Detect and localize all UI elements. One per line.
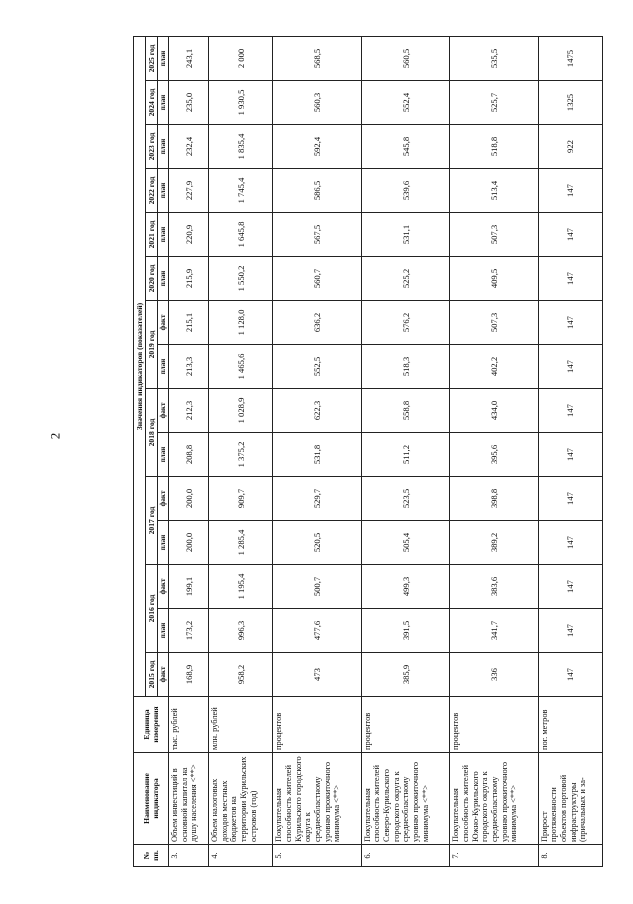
indicator-value: 213,3	[169, 345, 209, 389]
indicator-value: 922	[538, 125, 602, 169]
indicator-name: Объем налоговых доходов местных бюджетов на территории Курильских островов (год)	[209, 753, 273, 845]
indicator-value: 1 195,4	[209, 565, 273, 609]
indicator-name: Покупательная способность жителей Северо-Курильского городского округа к среднеобластному уровню прожиточного минимума <**>	[361, 753, 449, 845]
header-no: № пп.	[134, 845, 169, 867]
indicator-value: 227,9	[169, 169, 209, 213]
indicator-value: 592,4	[273, 125, 361, 169]
header-year: 2025 год	[146, 37, 158, 81]
indicator-value: 168,9	[169, 653, 209, 697]
header-plan: план	[158, 125, 169, 169]
indicator-value: 473	[273, 653, 361, 697]
indicator-value: 545,8	[361, 125, 449, 169]
indicator-value: 1 645,8	[209, 213, 273, 257]
indicator-value: 212,3	[169, 389, 209, 433]
indicator-value: 560,3	[273, 81, 361, 125]
indicator-value: 958,2	[209, 653, 273, 697]
indicator-value: 558,8	[361, 389, 449, 433]
indicator-value: 996,3	[209, 609, 273, 653]
indicator-value: 529,7	[273, 477, 361, 521]
indicator-value: 1 028,9	[209, 389, 273, 433]
indicator-value: 1 835,4	[209, 125, 273, 169]
indicator-value: 147	[538, 477, 602, 521]
indicator-value: 507,3	[450, 301, 538, 345]
indicator-value: 409,5	[450, 257, 538, 301]
indicator-value: 215,1	[169, 301, 209, 345]
indicator-value: 147	[538, 169, 602, 213]
indicator-value: 147	[538, 521, 602, 565]
row-number: 7.	[450, 845, 538, 867]
indicator-name: Покупательная способность жителей Южно-Курильского городского округа к среднеобластному уровню прожиточного минимума <**>	[450, 753, 538, 845]
indicator-value: 341,7	[450, 609, 538, 653]
indicator-value: 576,2	[361, 301, 449, 345]
indicator-value: 636,2	[273, 301, 361, 345]
indicator-value: 235,0	[169, 81, 209, 125]
header-fact: факт	[158, 653, 169, 697]
header-plan: план	[158, 521, 169, 565]
header-fact: факт	[158, 389, 169, 433]
row-number: 8.	[538, 845, 602, 867]
indicator-value: 622,3	[273, 389, 361, 433]
header-unit: Единица измерения	[134, 697, 169, 753]
indicator-value: 518,3	[361, 345, 449, 389]
indicator-value: 215,9	[169, 257, 209, 301]
indicator-value: 518,8	[450, 125, 538, 169]
row-number: 4.	[209, 845, 273, 867]
indicator-value: 173,2	[169, 609, 209, 653]
indicator-value: 535,5	[450, 37, 538, 81]
header-year: 2016 год	[146, 565, 158, 653]
table-row	[169, 37, 209, 867]
indicator-value: 567,5	[273, 213, 361, 257]
indicator-unit: пог. метров	[538, 697, 602, 753]
indicator-value: 232,4	[169, 125, 209, 169]
indicator-value: 511,2	[361, 433, 449, 477]
indicator-value: 1 745,4	[209, 169, 273, 213]
indicator-value: 1 550,2	[209, 257, 273, 301]
indicator-value: 1 465,6	[209, 345, 273, 389]
header-plan: план	[158, 345, 169, 389]
indicator-value: 500,7	[273, 565, 361, 609]
header-year: 2017 год	[146, 477, 158, 565]
header-year: 2024 год	[146, 81, 158, 125]
indicator-value: 1475	[538, 37, 602, 81]
table-row	[450, 37, 538, 867]
indicator-value: 507,3	[450, 213, 538, 257]
indicator-value: 336	[450, 653, 538, 697]
indicator-unit: процентов	[361, 697, 449, 753]
indicator-value: 199,1	[169, 565, 209, 609]
indicator-unit: процентов	[450, 697, 538, 753]
header-year: 2018 год	[146, 389, 158, 477]
header-plan: план	[158, 433, 169, 477]
indicator-value: 200,0	[169, 477, 209, 521]
indicator-unit: млн. рублей	[209, 697, 273, 753]
header-fact: факт	[158, 301, 169, 345]
indicator-value: 147	[538, 345, 602, 389]
indicator-name: Прирост протяженности объектов портовой инфраструктуры (причальных и за-	[538, 753, 602, 845]
header-name: Наименование индикатора	[134, 753, 169, 845]
header-plan: план	[158, 81, 169, 125]
indicator-name: Объем инвестиций в основной капитал на душу населения <**>	[169, 753, 209, 845]
indicator-value: 909,7	[209, 477, 273, 521]
indicator-value: 560,5	[361, 37, 449, 81]
header-year: 2022 год	[146, 169, 158, 213]
indicator-value: 520,5	[273, 521, 361, 565]
indicator-value: 389,2	[450, 521, 538, 565]
indicator-value: 523,5	[361, 477, 449, 521]
indicator-value: 477,6	[273, 609, 361, 653]
indicator-value: 552,4	[361, 81, 449, 125]
indicator-value: 525,7	[450, 81, 538, 125]
indicator-value: 2 000	[209, 37, 273, 81]
table-row	[273, 37, 361, 867]
indicator-value: 1 930,5	[209, 81, 273, 125]
header-fact: факт	[158, 565, 169, 609]
header-plan: план	[158, 37, 169, 81]
indicator-value: 208,8	[169, 433, 209, 477]
indicator-value: 147	[538, 301, 602, 345]
indicator-value: 525,2	[361, 257, 449, 301]
indicator-value: 560,7	[273, 257, 361, 301]
indicator-value: 220,9	[169, 213, 209, 257]
indicator-unit: тыс. рублей	[169, 697, 209, 753]
indicator-value: 505,4	[361, 521, 449, 565]
indicator-value: 1 285,4	[209, 521, 273, 565]
indicator-value: 147	[538, 213, 602, 257]
indicator-value: 147	[538, 609, 602, 653]
header-plan: план	[158, 257, 169, 301]
indicator-value: 147	[538, 565, 602, 609]
indicator-table-sheet	[133, 37, 603, 867]
indicator-value: 147	[538, 257, 602, 301]
indicator-value: 586,5	[273, 169, 361, 213]
header-year: 2023 год	[146, 125, 158, 169]
indicator-value: 147	[538, 433, 602, 477]
indicator-table	[133, 36, 603, 867]
indicator-value: 391,5	[361, 609, 449, 653]
table-row	[361, 37, 449, 867]
header-year: 2015 год	[146, 653, 158, 697]
header-fact: факт	[158, 477, 169, 521]
indicator-value: 1 375,2	[209, 433, 273, 477]
indicator-unit: процентов	[273, 697, 361, 753]
header-values-group: Значения индикаторов (показателей)	[134, 37, 146, 697]
header-plan: план	[158, 169, 169, 213]
indicator-value: 147	[538, 389, 602, 433]
indicator-value: 147	[538, 653, 602, 697]
row-number: 5.	[273, 845, 361, 867]
indicator-value: 513,4	[450, 169, 538, 213]
header-year: 2019 год	[146, 301, 158, 389]
indicator-name: Покупательная способность жителей Курильского городского округа к среднеобластному уровню прожиточного минимума <**>	[273, 753, 361, 845]
table-row	[538, 37, 602, 867]
indicator-value: 398,8	[450, 477, 538, 521]
indicator-value: 395,6	[450, 433, 538, 477]
indicator-value: 385,9	[361, 653, 449, 697]
indicator-value: 1 128,0	[209, 301, 273, 345]
table-row	[209, 37, 273, 867]
indicator-value: 531,1	[361, 213, 449, 257]
header-plan: план	[158, 213, 169, 257]
indicator-value: 552,5	[273, 345, 361, 389]
indicator-value: 539,6	[361, 169, 449, 213]
row-number: 3.	[169, 845, 209, 867]
indicator-value: 568,5	[273, 37, 361, 81]
indicator-value: 243,1	[169, 37, 209, 81]
indicator-value: 434,0	[450, 389, 538, 433]
indicator-value: 531,8	[273, 433, 361, 477]
indicator-value: 402,2	[450, 345, 538, 389]
row-number: 6.	[361, 845, 449, 867]
indicator-value: 1325	[538, 81, 602, 125]
indicator-value: 383,6	[450, 565, 538, 609]
indicator-value: 499,3	[361, 565, 449, 609]
page-number: 2	[47, 432, 63, 440]
header-plan: план	[158, 609, 169, 653]
header-year: 2020 год	[146, 257, 158, 301]
header-year: 2021 год	[146, 213, 158, 257]
indicator-value: 200,0	[169, 521, 209, 565]
